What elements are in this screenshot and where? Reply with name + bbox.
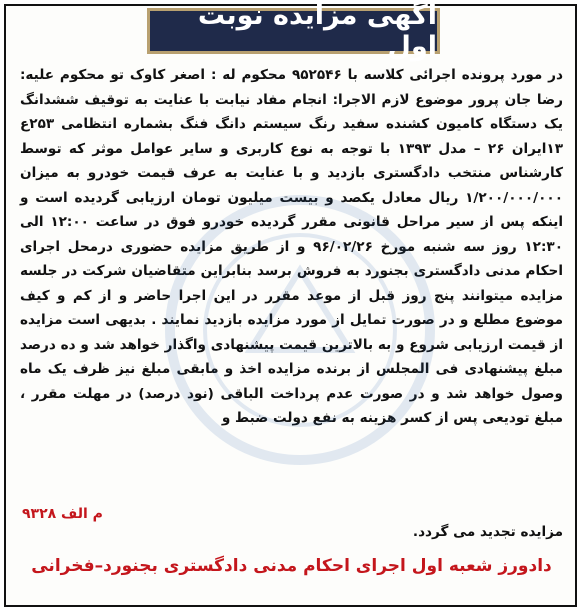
notice-title-banner <box>147 0 440 62</box>
notice-body: در مورد پرونده اجرائی کلاسه با ۹۵۲۵۴۶ محکوم له : اصغر کاوک تو محکوم علیه: رضا جان پرور موضوع لازم الاجرا: انجام مفاد نیابت با عنایت به توقیف ششدانگ یک دستگاه کامیون کشنده سفید رنگ سیستم دانگ فنگ بشماره انتظامی ۲۵۳ع ۱۳ایران ۲۶ – مدل ۱۳۹۳ با توجه به نوع کاربری و سایر عوامل موثر که توسط کارشناس منتخب دادگستری بازدید و با عنایت به عرف قیمت خودرو به میزان ۱/۲۰۰/۰۰۰/۰۰۰ ریال معادل یکصد و بیست میلیون تومان ارزیابی گردیده است و اینکه پس از سیر مراحل قانونی مقرر گردیده خودرو فوق در ساعت ۱۲:۰۰ الی ۱۲:۳۰ روز سه شنبه مورخ ۹۶/۰۲/۲۶ و از طریق مزایده حضوری درمحل اجرای احکام مدنی دادگستری بجنورد به فروش برسد بنابراین متقاضیان شرکت در جلسه مزایده میتوانند پنج روز قبل از موعد مقرر در این اجرا حاضر و از کم و کیف موضوع مطلع و در صورت تمایل از مورد مزایده بازدید نمایند . بدیهی است مزایده از قیمت ارزیابی شروع و به بالاترین قیمت پیشنهادی واگذار خواهد شد و ده درصد مبلغ پیشنهادی فی المجلس از برنده مزایده اخذ و مابقی مبلغ نیز ظرف یک ماه وصول خواهد شد و در صورت عدم پرداخت الباقی (نود درصد) در مهلت مقرر ، مبلغ تودیعی پس از کسر هزینه به نفع دولت ضبط و <box>20 67 564 426</box>
signature-line: دادورز شعبه اول اجرای احکام مدنی دادگستری بجنورد–فخرانی <box>31 556 552 576</box>
notice-title: آگهی مزایده نوبت اول <box>197 0 437 62</box>
reference-code: م الف ۹۳۲۸ <box>22 506 103 522</box>
notice-closing: مزایده تجدید می گردد. <box>412 524 563 540</box>
